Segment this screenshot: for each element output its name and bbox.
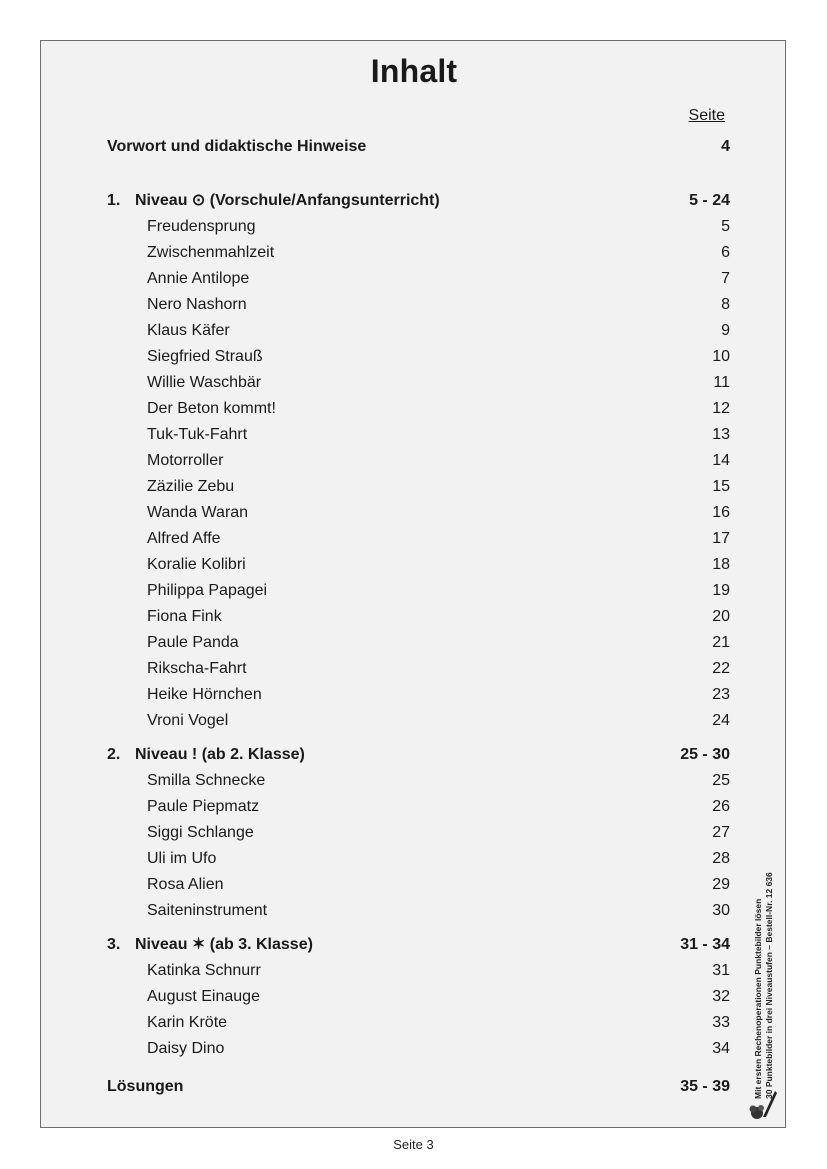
toc-entry-page: 13 bbox=[712, 426, 730, 443]
toc-entry-label: August Einauge bbox=[147, 988, 260, 1005]
toc-item bbox=[107, 630, 730, 656]
toc-entry-label: Fiona Fink bbox=[147, 608, 222, 625]
toc-entry-label: Saiteninstrument bbox=[147, 902, 268, 919]
toc-entry-page: 5 bbox=[721, 218, 730, 235]
toc-item bbox=[107, 370, 730, 396]
toc-section bbox=[107, 932, 730, 958]
toc-item bbox=[107, 344, 730, 370]
toc-item bbox=[107, 656, 730, 682]
toc-entry-page: 11 bbox=[713, 374, 730, 391]
toc-entry-page: 19 bbox=[712, 582, 730, 599]
toc-item bbox=[107, 682, 730, 708]
toc-item bbox=[107, 578, 730, 604]
toc-item bbox=[107, 984, 730, 1010]
toc-entry-label: Philippa Papagei bbox=[147, 582, 268, 599]
toc-section bbox=[107, 188, 730, 214]
toc-item bbox=[107, 318, 730, 344]
toc-entry-label: Daisy Dino bbox=[147, 1040, 225, 1057]
toc-entry-label: Uli im Ufo bbox=[147, 850, 217, 867]
book-order-number: 30 Punktebilder in drei Niveaustufen – Bestell-Nr. 12 636 bbox=[764, 872, 774, 1099]
toc-heading bbox=[107, 134, 730, 160]
toc-entry-label: Klaus Käfer bbox=[147, 322, 230, 339]
toc-entry-label: Zwischenmahlzeit bbox=[147, 244, 275, 261]
toc-entry-label: Vroni Vogel bbox=[147, 712, 229, 729]
toc-entry-page: 20 bbox=[712, 608, 730, 625]
toc-item bbox=[107, 708, 730, 734]
toc-entry-page: 9 bbox=[721, 322, 730, 339]
toc-item bbox=[107, 898, 730, 924]
toc-entry-label: Rikscha-Fahrt bbox=[147, 660, 247, 677]
toc-entry-label: Niveau ! (ab 2. Klasse) bbox=[135, 746, 305, 763]
toc-entry-label: Karin Kröte bbox=[147, 1014, 228, 1031]
page-title: Inhalt bbox=[370, 53, 458, 89]
toc-entry-label: Siegfried Strauß bbox=[147, 348, 263, 365]
toc-item bbox=[107, 958, 730, 984]
toc-entry-page: 27 bbox=[712, 824, 730, 841]
toc-section-number: 3. bbox=[107, 936, 121, 953]
toc-section-number: 1. bbox=[107, 192, 121, 209]
toc-entry-page: 23 bbox=[712, 686, 730, 703]
toc-entry-page: 25 - 30 bbox=[680, 746, 730, 763]
toc-entry-page: 8 bbox=[721, 296, 730, 313]
toc-entry-page: 16 bbox=[712, 504, 730, 521]
page-column-header: Seite bbox=[688, 107, 725, 124]
toc-entry-page: 4 bbox=[721, 138, 730, 155]
toc-item bbox=[107, 240, 730, 266]
toc-entry-page: 15 bbox=[712, 478, 730, 495]
toc-entry-label: Freudensprung bbox=[147, 218, 256, 235]
toc-entry-label: Smilla Schnecke bbox=[147, 772, 266, 789]
toc-entry-label: Koralie Kolibri bbox=[147, 556, 246, 573]
toc-entry-label: Paule Piepmatz bbox=[147, 798, 260, 815]
toc-item bbox=[107, 768, 730, 794]
toc-item bbox=[107, 872, 730, 898]
toc-entry-label: Siggi Schlange bbox=[147, 824, 254, 841]
toc-entry-page: 21 bbox=[712, 634, 730, 651]
toc-entry-label: Motorroller bbox=[147, 452, 224, 469]
toc-entry-page: 31 - 34 bbox=[680, 936, 730, 953]
toc-entry-page: 12 bbox=[712, 400, 730, 417]
book-info-vertical bbox=[753, 799, 777, 1099]
toc-section bbox=[107, 742, 730, 768]
toc-entry-label: Der Beton kommt! bbox=[147, 400, 276, 417]
toc-entry-label: Zäzilie Zebu bbox=[147, 478, 235, 495]
toc-item bbox=[107, 526, 730, 552]
toc-entry-page: 35 - 39 bbox=[680, 1078, 730, 1095]
page-number-footer: Seite 3 bbox=[393, 1137, 434, 1152]
toc-entry-label: Nero Nashorn bbox=[147, 296, 247, 313]
toc-item bbox=[107, 214, 730, 240]
toc-item bbox=[107, 1036, 730, 1062]
book-subtitle: Mit ersten Rechenoperationen Punktebilder lösen bbox=[753, 898, 763, 1099]
toc-item bbox=[107, 266, 730, 292]
toc-entry-page: 22 bbox=[712, 660, 730, 677]
toc-item bbox=[107, 794, 730, 820]
toc-entry-label: Willie Waschbär bbox=[147, 374, 262, 391]
toc-item bbox=[107, 820, 730, 846]
toc-entry-page: 31 bbox=[712, 962, 730, 979]
toc-item bbox=[107, 396, 730, 422]
toc-entry-label: Paule Panda bbox=[147, 634, 239, 651]
toc-entry-label: Annie Antilope bbox=[147, 270, 250, 287]
toc-entry-page: 10 bbox=[712, 348, 730, 365]
toc-entry-label: Niveau ⊙ (Vorschule/Anfangsunterricht) bbox=[135, 192, 440, 209]
toc-entry-page: 18 bbox=[712, 556, 730, 573]
toc-item bbox=[107, 500, 730, 526]
toc-item bbox=[107, 846, 730, 872]
toc-entry-page: 29 bbox=[712, 876, 730, 893]
toc-entry-page: 17 bbox=[712, 530, 730, 547]
toc-entry-page: 5 - 24 bbox=[689, 192, 730, 209]
toc-section-number: 2. bbox=[107, 746, 121, 763]
page-frame bbox=[40, 40, 786, 1128]
toc-entry-label: Vorwort und didaktische Hinweise bbox=[107, 138, 367, 155]
toc-entry-page: 28 bbox=[712, 850, 730, 867]
toc-entry-page: 30 bbox=[712, 902, 730, 919]
toc-entry-page: 14 bbox=[712, 452, 730, 469]
toc-item bbox=[107, 604, 730, 630]
toc-entry-page: 32 bbox=[712, 988, 730, 1005]
toc-entry-page: 24 bbox=[712, 712, 730, 729]
toc-item bbox=[107, 1010, 730, 1036]
toc-entry-label: Katinka Schnurr bbox=[147, 962, 261, 979]
toc-item bbox=[107, 422, 730, 448]
toc-entry-label: Heike Hörnchen bbox=[147, 686, 262, 703]
toc-item bbox=[107, 552, 730, 578]
toc-entry-page: 6 bbox=[721, 244, 730, 261]
toc-entry-page: 25 bbox=[712, 772, 730, 789]
toc-heading bbox=[107, 1074, 730, 1100]
toc-entry-label: Lösungen bbox=[107, 1078, 184, 1095]
toc-item bbox=[107, 474, 730, 500]
toc-entry-page: 33 bbox=[712, 1014, 730, 1031]
toc-entry-page: 34 bbox=[712, 1040, 730, 1057]
toc-entry-label: Alfred Affe bbox=[147, 530, 221, 547]
toc-entry-label: Niveau ✶ (ab 3. Klasse) bbox=[135, 936, 313, 953]
toc-entry-page: 7 bbox=[721, 270, 730, 287]
toc-item bbox=[107, 292, 730, 318]
toc-entry-label: Tuk-Tuk-Fahrt bbox=[147, 426, 248, 443]
toc-entry-label: Wanda Waran bbox=[147, 504, 249, 521]
toc-entry-label: Rosa Alien bbox=[147, 876, 224, 893]
toc-entry-page: 26 bbox=[712, 798, 730, 815]
toc-item bbox=[107, 448, 730, 474]
